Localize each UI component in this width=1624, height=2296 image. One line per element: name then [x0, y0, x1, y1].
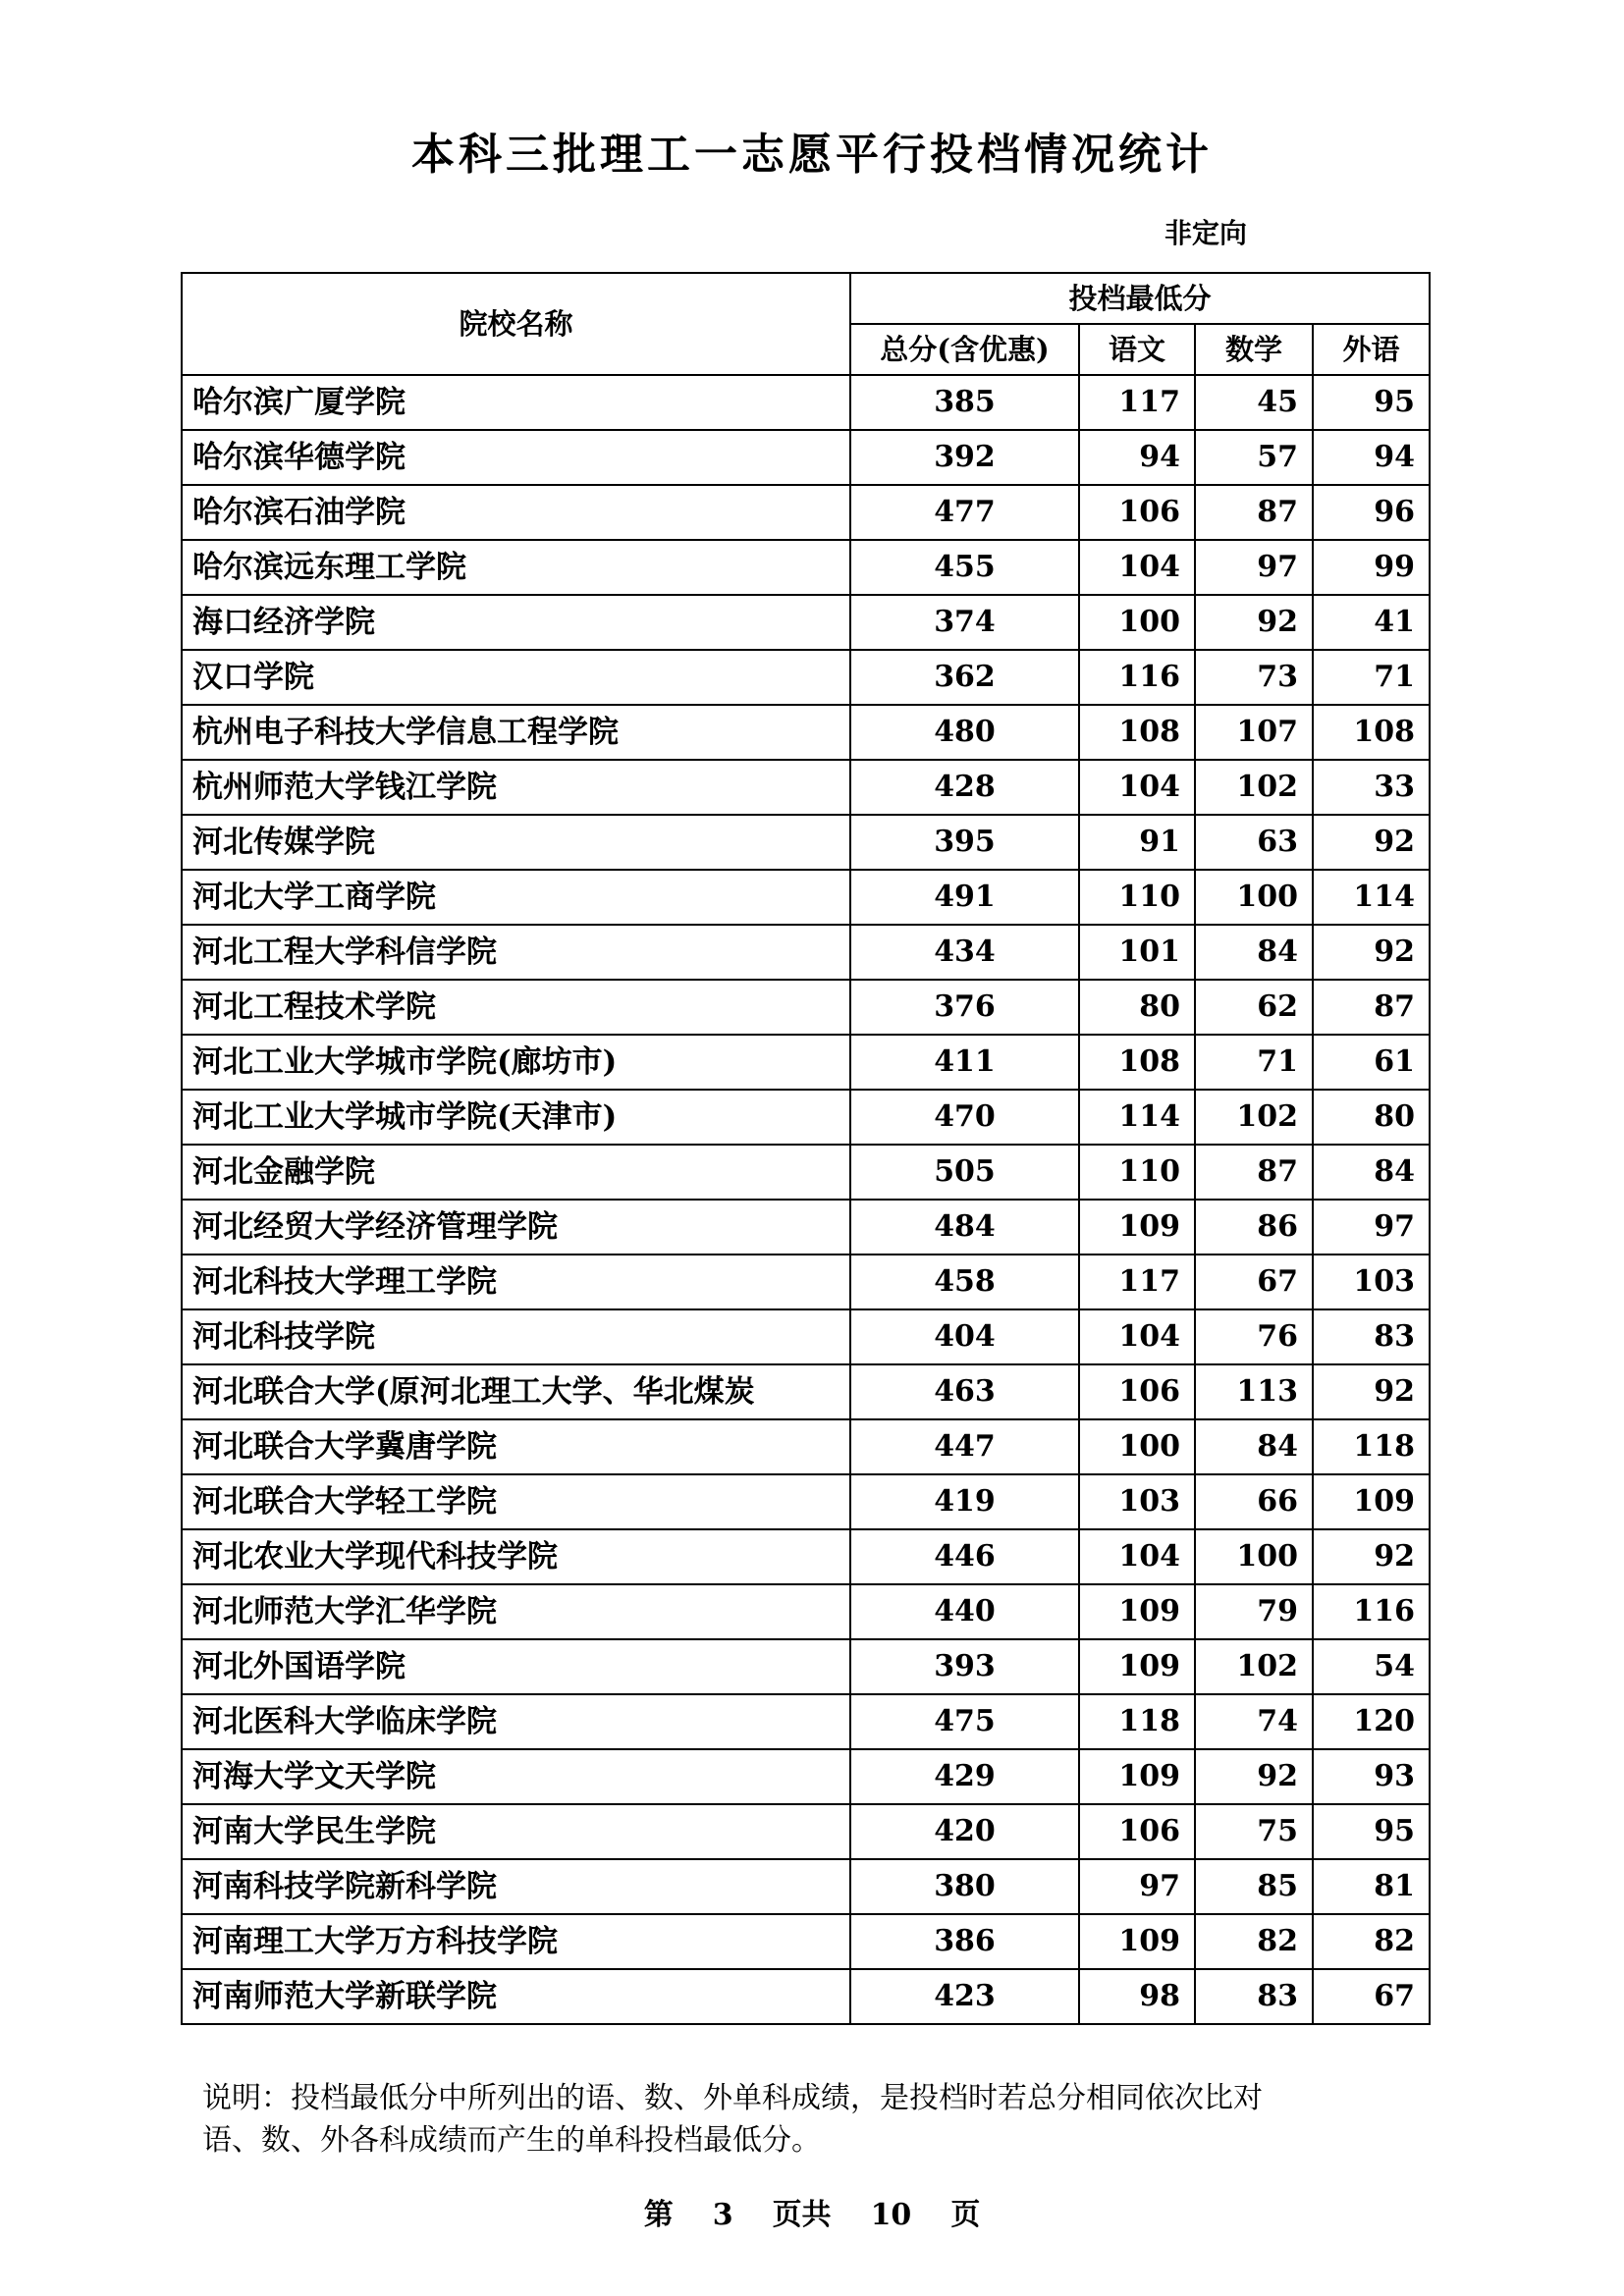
table-row	[182, 375, 1430, 430]
math-score-cell: 73	[1195, 650, 1313, 705]
school-name-cell: 杭州电子科技大学信息工程学院	[182, 705, 850, 760]
school-name-cell: 哈尔滨华德学院	[182, 430, 850, 485]
school-name-header: 院校名称	[182, 273, 850, 375]
chinese-score-cell: 104	[1079, 540, 1195, 595]
english-score-cell: 81	[1313, 1859, 1430, 1914]
table-row	[182, 1309, 1430, 1364]
chinese-score-cell: 114	[1079, 1090, 1195, 1145]
current-page-number: 3	[712, 2198, 733, 2232]
school-name-cell: 河北联合大学轻工学院	[182, 1474, 850, 1529]
math-score-cell: 84	[1195, 925, 1313, 980]
page-footer	[0, 2195, 1624, 2236]
total-score-cell: 463	[850, 1364, 1079, 1419]
chinese-score-cell: 106	[1079, 1364, 1195, 1419]
table-row	[182, 815, 1430, 870]
english-score-cell: 108	[1313, 705, 1430, 760]
chinese-score-cell: 98	[1079, 1969, 1195, 2024]
total-score-cell: 475	[850, 1694, 1079, 1749]
table-row	[182, 1694, 1430, 1749]
total-score-cell: 429	[850, 1749, 1079, 1804]
total-score-cell: 446	[850, 1529, 1079, 1584]
table-row	[182, 1639, 1430, 1694]
math-score-cell: 113	[1195, 1364, 1313, 1419]
chinese-score-cell: 110	[1079, 1145, 1195, 1200]
table-row	[182, 925, 1430, 980]
table-row	[182, 1749, 1430, 1804]
table-row	[182, 1364, 1430, 1419]
table-row	[182, 650, 1430, 705]
english-score-cell: 92	[1313, 925, 1430, 980]
math-score-cell: 63	[1195, 815, 1313, 870]
total-score-cell: 392	[850, 430, 1079, 485]
english-score-cell: 95	[1313, 375, 1430, 430]
english-score-cell: 109	[1313, 1474, 1430, 1529]
table-row	[182, 1090, 1430, 1145]
table-row	[182, 595, 1430, 650]
total-score-cell: 376	[850, 980, 1079, 1035]
total-score-cell: 404	[850, 1309, 1079, 1364]
chinese-score-cell: 97	[1079, 1859, 1195, 1914]
total-score-cell: 386	[850, 1914, 1079, 1969]
english-score-cell: 92	[1313, 1529, 1430, 1584]
note-line: 语、数、外各科成绩而产生的单科投档最低分。	[202, 2123, 821, 2158]
total-score-cell: 470	[850, 1090, 1079, 1145]
note-line: 说明：投档最低分中所列出的语、数、外单科成绩，是投档时若总分相同依次比对	[202, 2081, 1263, 2115]
math-score-cell: 57	[1195, 430, 1313, 485]
table-row	[182, 1035, 1430, 1090]
chinese-score-cell: 106	[1079, 485, 1195, 540]
english-score-cell: 97	[1313, 1200, 1430, 1255]
chinese-score-cell: 109	[1079, 1914, 1195, 1969]
english-score-cell: 116	[1313, 1584, 1430, 1639]
math-score-header: 数学	[1195, 324, 1313, 375]
min-score-group-header: 投档最低分	[850, 273, 1430, 324]
total-score-cell: 505	[850, 1145, 1079, 1200]
total-score-cell: 477	[850, 485, 1079, 540]
math-score-cell: 87	[1195, 485, 1313, 540]
table-row	[182, 1474, 1430, 1529]
math-score-cell: 92	[1195, 595, 1313, 650]
school-name-cell: 河北经贸大学经济管理学院	[182, 1200, 850, 1255]
school-name-cell: 河北医科大学临床学院	[182, 1694, 850, 1749]
table-row	[182, 980, 1430, 1035]
english-score-cell: 99	[1313, 540, 1430, 595]
school-name-cell: 汉口学院	[182, 650, 850, 705]
school-name-cell: 河北工业大学城市学院(廊坊市)	[182, 1035, 850, 1090]
total-score-cell: 491	[850, 870, 1079, 925]
school-name-cell: 河南科技学院新科学院	[182, 1859, 850, 1914]
total-score-cell: 458	[850, 1255, 1079, 1309]
school-name-cell: 河北工业大学城市学院(天津市)	[182, 1090, 850, 1145]
school-name-cell: 河北师范大学汇华学院	[182, 1584, 850, 1639]
category-label: 非定向	[1164, 217, 1248, 249]
school-name-cell: 海口经济学院	[182, 595, 850, 650]
chinese-score-cell: 109	[1079, 1749, 1195, 1804]
chinese-score-cell: 100	[1079, 595, 1195, 650]
total-score-cell: 374	[850, 595, 1079, 650]
math-score-cell: 102	[1195, 1090, 1313, 1145]
total-score-cell: 385	[850, 375, 1079, 430]
math-score-cell: 66	[1195, 1474, 1313, 1529]
total-score-cell: 428	[850, 760, 1079, 815]
chinese-score-header: 语文	[1079, 324, 1195, 375]
school-name-cell: 河北联合大学冀唐学院	[182, 1419, 850, 1474]
school-name-cell: 河北外国语学院	[182, 1639, 850, 1694]
math-score-cell: 100	[1195, 870, 1313, 925]
math-score-cell: 86	[1195, 1200, 1313, 1255]
table-row	[182, 1419, 1430, 1474]
english-score-cell: 61	[1313, 1035, 1430, 1090]
math-score-cell: 102	[1195, 760, 1313, 815]
total-score-cell: 440	[850, 1584, 1079, 1639]
school-name-cell: 哈尔滨远东理工学院	[182, 540, 850, 595]
table-row	[182, 1584, 1430, 1639]
table-header	[182, 273, 1430, 375]
chinese-score-cell: 109	[1079, 1584, 1195, 1639]
math-score-cell: 97	[1195, 540, 1313, 595]
school-name-cell: 河北工程技术学院	[182, 980, 850, 1035]
chinese-score-cell: 100	[1079, 1419, 1195, 1474]
chinese-score-cell: 117	[1079, 375, 1195, 430]
school-name-cell: 杭州师范大学钱江学院	[182, 760, 850, 815]
english-score-cell: 93	[1313, 1749, 1430, 1804]
chinese-score-cell: 104	[1079, 1309, 1195, 1364]
math-score-cell: 67	[1195, 1255, 1313, 1309]
table-row	[182, 1914, 1430, 1969]
math-score-cell: 87	[1195, 1145, 1313, 1200]
chinese-score-cell: 117	[1079, 1255, 1195, 1309]
total-score-cell: 419	[850, 1474, 1079, 1529]
footer-suffix: 页	[950, 2198, 981, 2232]
english-score-cell: 33	[1313, 760, 1430, 815]
school-name-cell: 河北工程大学科信学院	[182, 925, 850, 980]
english-score-cell: 94	[1313, 430, 1430, 485]
math-score-cell: 79	[1195, 1584, 1313, 1639]
table-row	[182, 1255, 1430, 1309]
chinese-score-cell: 103	[1079, 1474, 1195, 1529]
math-score-cell: 75	[1195, 1804, 1313, 1859]
chinese-score-cell: 80	[1079, 980, 1195, 1035]
total-score-header: 总分(含优惠)	[850, 324, 1079, 375]
admission-score-table	[181, 272, 1431, 2025]
explanation-note	[202, 2077, 1420, 2162]
total-score-cell: 411	[850, 1035, 1079, 1090]
math-score-cell: 76	[1195, 1309, 1313, 1364]
table-row	[182, 1145, 1430, 1200]
table-row	[182, 870, 1430, 925]
school-name-cell: 哈尔滨石油学院	[182, 485, 850, 540]
total-pages: 10	[870, 2198, 912, 2232]
total-score-cell: 380	[850, 1859, 1079, 1914]
english-score-cell: 118	[1313, 1419, 1430, 1474]
total-score-cell: 455	[850, 540, 1079, 595]
chinese-score-cell: 116	[1079, 650, 1195, 705]
english-score-cell: 71	[1313, 650, 1430, 705]
english-score-cell: 95	[1313, 1804, 1430, 1859]
school-name-cell: 河南大学民生学院	[182, 1804, 850, 1859]
math-score-cell: 82	[1195, 1914, 1313, 1969]
english-score-cell: 54	[1313, 1639, 1430, 1694]
english-score-cell: 120	[1313, 1694, 1430, 1749]
chinese-score-cell: 91	[1079, 815, 1195, 870]
chinese-score-cell: 104	[1079, 1529, 1195, 1584]
chinese-score-cell: 94	[1079, 430, 1195, 485]
chinese-score-cell: 118	[1079, 1694, 1195, 1749]
table-body	[182, 375, 1430, 2024]
english-score-cell: 96	[1313, 485, 1430, 540]
total-score-cell: 420	[850, 1804, 1079, 1859]
english-score-cell: 92	[1313, 1364, 1430, 1419]
total-score-cell: 484	[850, 1200, 1079, 1255]
footer-middle: 页共	[772, 2198, 832, 2232]
math-score-cell: 102	[1195, 1639, 1313, 1694]
footer-prefix: 第	[643, 2198, 674, 2232]
table-row	[182, 705, 1430, 760]
school-name-cell: 河南师范大学新联学院	[182, 1969, 850, 2024]
math-score-cell: 85	[1195, 1859, 1313, 1914]
table-row	[182, 1529, 1430, 1584]
chinese-score-cell: 110	[1079, 870, 1195, 925]
table-row	[182, 1859, 1430, 1914]
math-score-cell: 74	[1195, 1694, 1313, 1749]
english-score-cell: 84	[1313, 1145, 1430, 1200]
math-score-cell: 45	[1195, 375, 1313, 430]
chinese-score-cell: 108	[1079, 1035, 1195, 1090]
total-score-cell: 434	[850, 925, 1079, 980]
table-row	[182, 1969, 1430, 2024]
math-score-cell: 107	[1195, 705, 1313, 760]
chinese-score-cell: 109	[1079, 1200, 1195, 1255]
total-score-cell: 395	[850, 815, 1079, 870]
table-row	[182, 1200, 1430, 1255]
english-score-cell: 103	[1313, 1255, 1430, 1309]
chinese-score-cell: 101	[1079, 925, 1195, 980]
table-row	[182, 760, 1430, 815]
english-score-cell: 80	[1313, 1090, 1430, 1145]
school-name-cell: 河北科技大学理工学院	[182, 1255, 850, 1309]
total-score-cell: 393	[850, 1639, 1079, 1694]
chinese-score-cell: 104	[1079, 760, 1195, 815]
math-score-cell: 100	[1195, 1529, 1313, 1584]
math-score-cell: 83	[1195, 1969, 1313, 2024]
school-name-cell: 河北大学工商学院	[182, 870, 850, 925]
school-name-cell: 河北农业大学现代科技学院	[182, 1529, 850, 1584]
english-score-cell: 82	[1313, 1914, 1430, 1969]
table-row	[182, 1804, 1430, 1859]
total-score-cell: 423	[850, 1969, 1079, 2024]
chinese-score-cell: 108	[1079, 705, 1195, 760]
english-score-cell: 83	[1313, 1309, 1430, 1364]
english-score-cell: 92	[1313, 815, 1430, 870]
english-score-cell: 67	[1313, 1969, 1430, 2024]
total-score-cell: 362	[850, 650, 1079, 705]
chinese-score-cell: 109	[1079, 1639, 1195, 1694]
page-title: 本科三批理工一志愿平行投档情况统计	[411, 130, 1213, 180]
english-score-cell: 87	[1313, 980, 1430, 1035]
school-name-cell: 河南理工大学万方科技学院	[182, 1914, 850, 1969]
total-score-cell: 480	[850, 705, 1079, 760]
english-score-cell: 41	[1313, 595, 1430, 650]
math-score-cell: 71	[1195, 1035, 1313, 1090]
math-score-cell: 84	[1195, 1419, 1313, 1474]
school-name-cell: 河北金融学院	[182, 1145, 850, 1200]
table-row	[182, 540, 1430, 595]
school-name-cell: 河海大学文天学院	[182, 1749, 850, 1804]
school-name-cell: 河北科技学院	[182, 1309, 850, 1364]
school-name-cell: 河北联合大学(原河北理工大学、华北煤炭	[182, 1364, 850, 1419]
school-name-cell: 哈尔滨广厦学院	[182, 375, 850, 430]
table-row	[182, 430, 1430, 485]
chinese-score-cell: 106	[1079, 1804, 1195, 1859]
total-score-cell: 447	[850, 1419, 1079, 1474]
english-score-cell: 114	[1313, 870, 1430, 925]
school-name-cell: 河北传媒学院	[182, 815, 850, 870]
table-row	[182, 485, 1430, 540]
english-score-header: 外语	[1313, 324, 1430, 375]
math-score-cell: 62	[1195, 980, 1313, 1035]
math-score-cell: 92	[1195, 1749, 1313, 1804]
